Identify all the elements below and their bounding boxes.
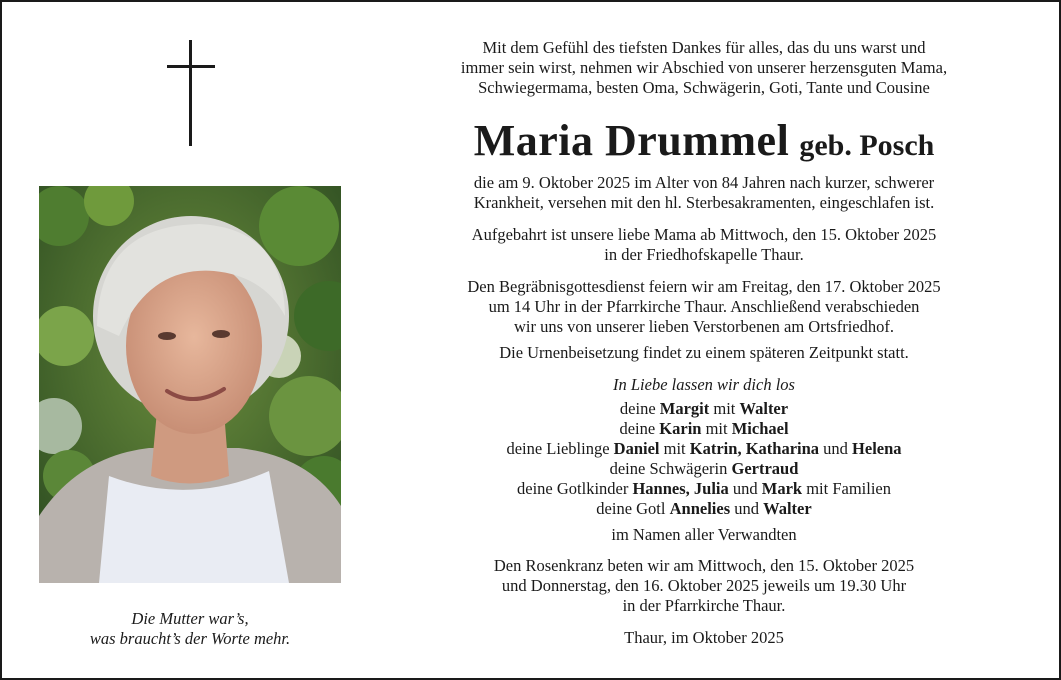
rosary-line: Den Rosenkranz beten wir am Mittwoch, den 15. Oktober 2025 xyxy=(493,556,915,575)
portrait-photo xyxy=(39,186,341,583)
farewell-line: In Liebe lassen wir dich los xyxy=(613,375,795,394)
intro-line: immer sein wirst, nehmen wir Abschied von unserer herzensguten Mama, xyxy=(460,58,948,77)
family-line: deine Gotlkinder Hannes, Julia und Mark mit Familien xyxy=(517,479,891,498)
quote-line: was braucht’s der Worte mehr. xyxy=(89,629,291,648)
rosary-paragraph xyxy=(399,556,1009,616)
place-date xyxy=(399,628,1009,648)
quote-line: Die Mutter war’s, xyxy=(131,609,249,628)
urn-paragraph xyxy=(399,343,1009,363)
family-line: deine Karin mit Michael xyxy=(619,419,789,438)
service-line: um 14 Uhr in der Pfarrkirche Thaur. Anschließend verabschieden xyxy=(488,297,920,316)
rosary-line: in der Pfarrkirche Thaur. xyxy=(622,596,786,615)
memorial-quote xyxy=(32,609,348,649)
intro-line: Mit dem Gefühl des tiefsten Dankes für alles, das du uns warst und xyxy=(482,38,926,57)
deceased-name xyxy=(399,115,1009,166)
cross-icon xyxy=(167,40,215,146)
service-paragraph xyxy=(399,277,1009,337)
intro-paragraph xyxy=(399,38,1009,98)
urn-line: Die Urnenbeisetzung findet zu einem späteren Zeitpunkt statt. xyxy=(499,343,909,362)
laid-out-line: in der Friedhofskapelle Thaur. xyxy=(604,245,804,264)
family-list xyxy=(399,399,1009,545)
death-line: die am 9. Oktober 2025 im Alter von 84 Jahren nach kurzer, schwerer xyxy=(473,173,935,192)
family-line: deine Lieblinge Daniel mit Katrin, Katharina und Helena xyxy=(506,439,902,458)
farewell-intro xyxy=(399,375,1009,395)
family-line: deine Schwägerin Gertraud xyxy=(609,459,799,478)
death-line: Krankheit, versehen mit den hl. Sterbesakramenten, eingeschlafen ist. xyxy=(473,193,935,212)
full-name: Maria Drummel xyxy=(473,116,790,165)
death-paragraph xyxy=(399,173,1009,213)
laid-out-line: Aufgebahrt ist unsere liebe Mama ab Mittwoch, den 15. Oktober 2025 xyxy=(471,225,937,244)
place-date-line: Thaur, im Oktober 2025 xyxy=(624,628,784,647)
birth-name: geb. Posch xyxy=(799,129,935,162)
family-line: im Namen aller Verwandten xyxy=(611,525,797,544)
family-line: deine Margit mit Walter xyxy=(619,399,789,418)
intro-line: Schwiegermama, besten Oma, Schwägerin, Goti, Tante und Cousine xyxy=(478,78,930,97)
service-line: wir uns von unserer lieben Verstorbenen am Ortsfriedhof. xyxy=(513,317,894,336)
service-line: Den Begräbnisgottesdienst feiern wir am Freitag, den 17. Oktober 2025 xyxy=(467,277,941,296)
rosary-line: und Donnerstag, den 16. Oktober 2025 jeweils um 19.30 Uhr xyxy=(501,576,907,595)
laid-out-paragraph xyxy=(399,225,1009,265)
family-line: deine Gotl Annelies und Walter xyxy=(596,499,812,518)
